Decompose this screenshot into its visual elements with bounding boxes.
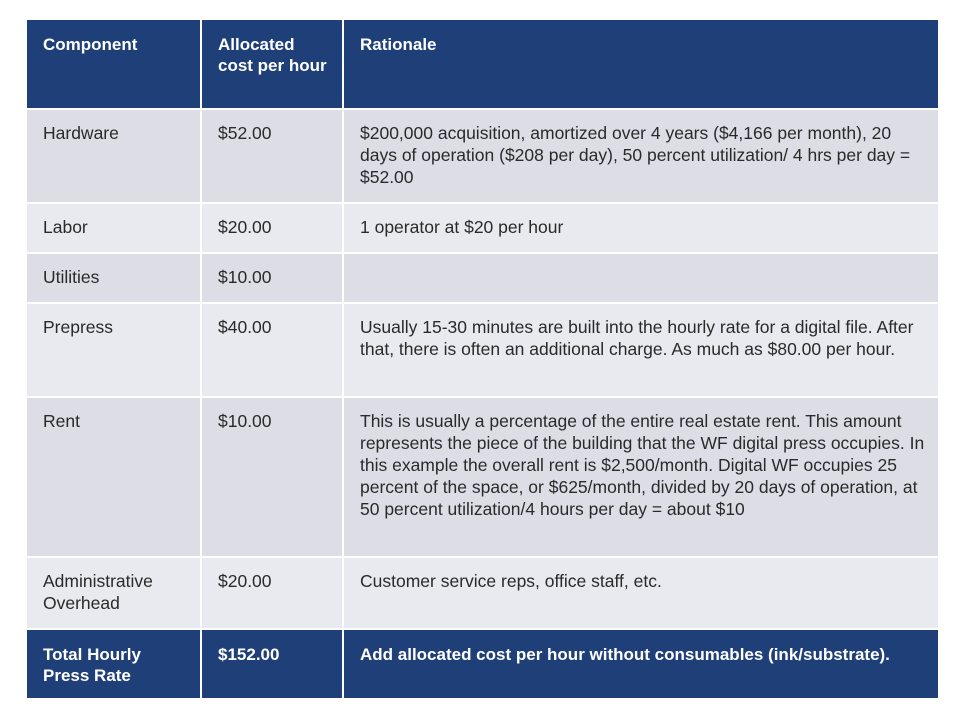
- cell-component: Rent: [26, 397, 201, 557]
- cell-rationale: This is usually a percentage of the entire real estate rent. This amount represents the piece of the building that the WF digital press occupies. In this example the overall rent is $2,500/month. Digital WF occupies 25 percent of the space, or $625/month, divided by 20 days of operation, at 50 percent utilization/4 hours per day = about $10: [343, 397, 939, 557]
- total-row: [26, 629, 939, 699]
- table-row: [26, 109, 939, 203]
- cell-cost: $52.00: [201, 109, 343, 203]
- table-footer: [26, 629, 939, 699]
- table-row: [26, 303, 939, 397]
- cell-rationale: Usually 15-30 minutes are built into the hourly rate for a digital file. After that, there is often an additional charge. As much as $80.00 per hour.: [343, 303, 939, 397]
- cell-component: Prepress: [26, 303, 201, 397]
- cell-cost: $20.00: [201, 203, 343, 253]
- header-component: Component: [26, 19, 201, 109]
- cell-rationale: 1 operator at $20 per hour: [343, 203, 939, 253]
- cell-component: Labor: [26, 203, 201, 253]
- header-cost: Allocated cost per hour: [201, 19, 343, 109]
- cell-rationale: $200,000 acquisition, amortized over 4 years ($4,166 per month), 20 days of operation ($208 per day), 50 percent utilization/ 4 hrs per day = $52.00: [343, 109, 939, 203]
- table-body: [26, 109, 939, 629]
- table-row: [26, 203, 939, 253]
- cell-rationale: Customer service reps, office staff, etc.: [343, 557, 939, 629]
- total-rationale: Add allocated cost per hour without consumables (ink/substrate).: [343, 629, 939, 699]
- total-cost: $152.00: [201, 629, 343, 699]
- cell-component: Administrative Overhead: [26, 557, 201, 629]
- header-rationale: Rationale: [343, 19, 939, 109]
- header-row: [26, 19, 939, 109]
- table-header: [26, 19, 939, 109]
- cell-rationale: [343, 253, 939, 303]
- total-label: Total Hourly Press Rate: [26, 629, 201, 699]
- press-rate-table: [25, 18, 940, 700]
- table-row: [26, 253, 939, 303]
- cell-component: Hardware: [26, 109, 201, 203]
- cell-cost: $10.00: [201, 397, 343, 557]
- cost-table-container: [25, 18, 938, 700]
- cell-cost: $20.00: [201, 557, 343, 629]
- cell-cost: $40.00: [201, 303, 343, 397]
- cell-cost: $10.00: [201, 253, 343, 303]
- cell-component: Utilities: [26, 253, 201, 303]
- table-row: [26, 397, 939, 557]
- table-row: [26, 557, 939, 629]
